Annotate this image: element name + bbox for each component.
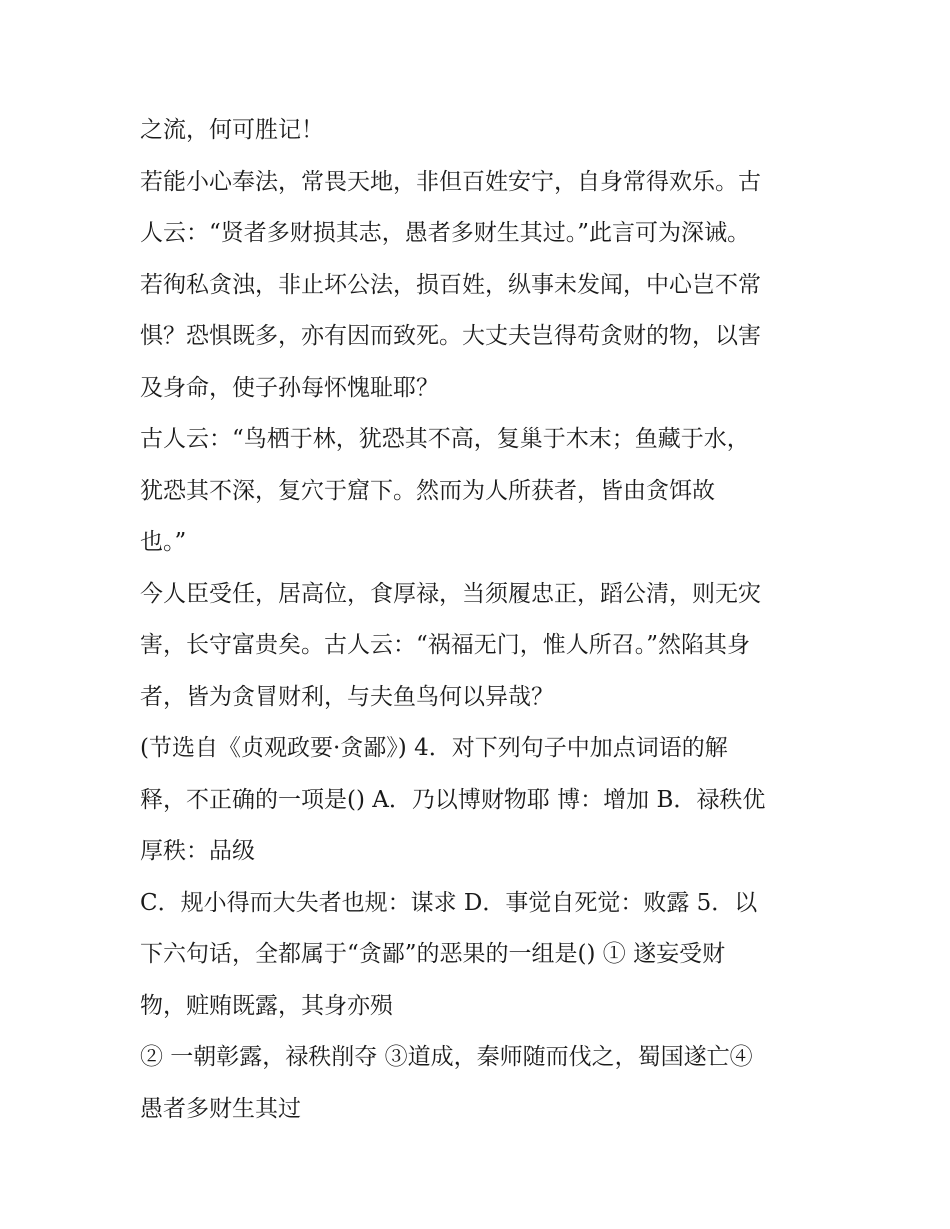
text-line-9: 也。” bbox=[140, 529, 187, 555]
text-line-14: 释，不正确的一项是() A．乃以博财物耶 博：增加 B．禄秩优 bbox=[140, 786, 766, 813]
text-line-19: ② 一朝彰露，禄秩削夺 ③道成，秦师随而伐之，蜀国遂亡④ bbox=[140, 1044, 753, 1070]
text-line-1: 之流，何可胜记！ bbox=[140, 117, 324, 143]
text-line-8: 犹恐其不深，复穴于窟下。然而为人所获者，皆由贪饵故 bbox=[140, 477, 715, 504]
text-line-3: 人云：“贤者多财损其志，愚者多财生其过。”此言可为深诫。 bbox=[140, 220, 751, 246]
text-line-13: (节选自《贞观政要·贪鄙》) 4．对下列句子中加点词语的解 bbox=[140, 735, 728, 761]
text-line-12: 者，皆为贪冒财利，与夫鱼鸟何以异哉？ bbox=[140, 683, 554, 710]
text-line-10: 今人臣受任，居高位，食厚禄，当须履忠正，蹈公清，则无灾 bbox=[140, 580, 761, 607]
text-line-11: 害，长守富贵矣。古人云：“祸福无门，惟人所召。”然陷其身 bbox=[140, 632, 751, 658]
body-text bbox=[140, 108, 830, 1138]
text-line-2: 若能小心奉法，常畏天地，非但百姓安宁，自身常得欢乐。古 bbox=[140, 168, 761, 195]
text-line-7: 古人云：“鸟栖于林，犹恐其不高，复巢于木末；鱼藏于水， bbox=[140, 426, 750, 452]
text-line-17: 下六句话，全都属于“贪鄙”的恶果的一组是() ① 遂妄受财 bbox=[140, 941, 726, 967]
text-line-5: 惧？恐惧既多，亦有因而致死。大丈夫岂得苟贪财的物，以害 bbox=[140, 323, 761, 349]
text-line-4: 若徇私贪浊，非止坏公法，损百姓，纵事未发闻，中心岂不常 bbox=[140, 271, 761, 298]
text-line-6: 及身命，使子孙每怀愧耻耶？ bbox=[140, 374, 439, 401]
text-line-20: 愚者多财生其过 bbox=[140, 1095, 301, 1122]
text-line-18: 物，赃贿既露，其身亦殒 bbox=[140, 992, 393, 1019]
text-line-16: C．规小得而大失者也规：谋求 D．事觉自死觉：败露 5．以 bbox=[140, 889, 758, 916]
text-line-15: 厚秩：品级 bbox=[140, 838, 255, 864]
